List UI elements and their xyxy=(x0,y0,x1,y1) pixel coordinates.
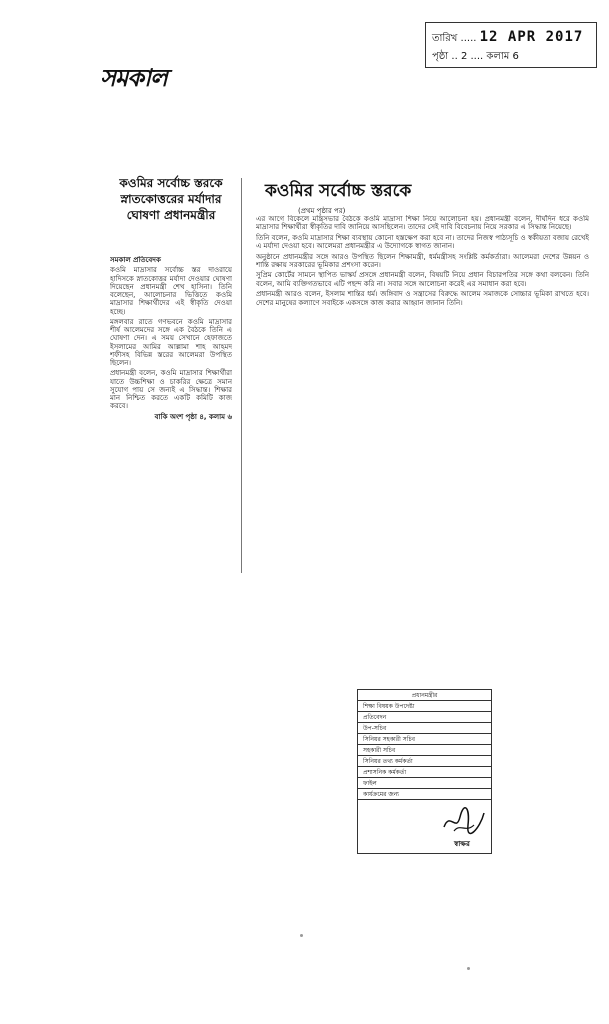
main-article-paragraph: প্রধানমন্ত্রী আরও বলেন, ইসলাম শান্তির ধর্ম। জঙ্গিবাদ ও সন্ত্রাসের বিরুদ্ধে আলেম সমাজকে সোচ্চার ভূমিকা রাখতে হবে। দেশের মানুষের কল্যাণে সবাইকে একসঙ্গে কাজ করার আহ্বান জানান তিনি। xyxy=(256,290,589,307)
filing-row: সিনিয়র তথ্য কর্মকর্তা xyxy=(358,756,491,767)
main-article-body xyxy=(256,215,589,587)
stamp-column-label: কলাম xyxy=(486,51,510,62)
stamp-page-label: পৃষ্ঠা xyxy=(432,51,449,62)
stamp-date-row: তারিখ ..... 12 APR 2017 xyxy=(432,29,584,45)
stamp-date-label: তারিখ xyxy=(432,33,458,44)
left-article-byline: সমকাল প্রতিবেদক xyxy=(110,256,161,264)
left-article-headline: কওমির সর্বোচ্চ স্তরকে স্নাতকোত্তরের মর্যাদার ঘোষণা প্রধানমন্ত্রীর xyxy=(119,176,223,223)
filing-routing-box xyxy=(357,689,492,854)
filing-row: প্রশাসনিক কর্মকর্তা xyxy=(358,767,491,778)
scan-speck xyxy=(467,967,470,970)
filing-row: ফাইল xyxy=(358,778,491,789)
filing-row: শিক্ষা বিষয়ক উপদেষ্টা xyxy=(358,701,491,712)
scan-speck xyxy=(300,934,303,937)
filing-row: প্রধানমন্ত্রীর xyxy=(358,690,491,701)
stamp-page-row: পৃষ্ঠা .. 2 .... কলাম 6 xyxy=(432,51,519,62)
date-stamp xyxy=(425,22,597,68)
left-article-continuation: বাকি অংশ পৃষ্ঠা ৪, কলাম ৬ xyxy=(154,412,232,421)
left-article-body xyxy=(110,256,232,528)
main-article-headline: কওমির সর্বোচ্চ স্তরকে xyxy=(265,181,412,201)
main-article-paragraph: সুপ্রিম কোর্টের সামনে স্থাপিত ভাস্কর্য প্রসঙ্গে প্রধানমন্ত্রী বলেন, বিষয়টি নিয়ে প্রধান বিচারপতির সঙ্গে কথা বলবেন। তিনি বলেন, আমি ব্যক্তিগতভাবে এটি পছন্দ করি না। সবার সঙ্গে আলোচনা করেই এর সমাধান করা হবে। xyxy=(256,271,589,288)
column-divider xyxy=(241,178,242,573)
main-article-paragraph: অনুষ্ঠানে প্রধানমন্ত্রীর সঙ্গে আরও উপস্থিত ছিলেন শিক্ষামন্ত্রী, ধর্মমন্ত্রীসহ সংশ্লিষ্ট কর্মকর্তারা। আলেমরা দেশের উন্নয়ন ও শান্তি রক্ষায় সরকারের ভূমিকার প্রশংসা করেন। xyxy=(256,252,589,269)
filing-row: উপ-সচিব xyxy=(358,723,491,734)
main-article-paragraph: তিনি বলেন, কওমি মাদ্রাসার শিক্ষা ব্যবস্থায় কোনো হস্তক্ষেপ করা হবে না। তাদের নিজস্ব পাঠ্যসূচি ও স্বকীয়তা বজায় রেখেই এ মর্যাদা দেওয়া হবে। আলেমরা প্রধানমন্ত্রীর এ উদ্যোগকে স্বাগত জানান। xyxy=(256,233,589,251)
handwritten-signature-icon xyxy=(440,803,488,837)
newspaper-masthead: সমকাল xyxy=(100,63,167,92)
filing-row: সহকারী সচিব xyxy=(358,745,491,756)
signature-label: স্বাক্ষর xyxy=(454,840,470,848)
left-article-paragraph: প্রধানমন্ত্রী বলেন, কওমি মাদ্রাসার শিক্ষার্থীরা যাতে উচ্চশিক্ষা ও চাকরির ক্ষেত্রে সমান সুযোগ পায় সে জন্যই এ সিদ্ধান্ত। শিক্ষার মান নিশ্চিত করতে একটি কমিটি কাজ করবে। xyxy=(110,369,232,411)
main-article-continued-from: (প্রথম পৃষ্ঠার পর) xyxy=(298,207,346,215)
left-article-paragraph: কওমি মাদ্রাসার সর্বোচ্চ স্তর দাওরায়ে হাদিসকে স্নাতকোত্তর মর্যাদা দেওয়ার ঘোষণা দিয়েছেন প্রধানমন্ত্রী শেখ হাসিনা। তিনি বলেছেন, আলোচনার ভিত্তিতে কওমি মাদ্রাসার শিক্ষার্থীদের এই স্বীকৃতি দেওয়া হচ্ছে। xyxy=(110,266,232,316)
filing-row: সিনিয়র সহকারী সচিব xyxy=(358,734,491,745)
stamp-date-value: 12 APR 2017 xyxy=(479,29,584,45)
stamp-column-value: 6 xyxy=(512,51,519,62)
filing-row: প্রতিবেদন xyxy=(358,712,491,723)
filing-row: কার্যক্রমের জন্য xyxy=(358,789,491,800)
stamp-page-value: 2 xyxy=(460,51,468,62)
left-article-paragraph: মঙ্গলবার রাতে গণভবনে কওমি মাদ্রাসার শীর্ষ আলেমদের সঙ্গে এক বৈঠকে তিনি এ ঘোষণা দেন। এ সময় সেখানে হেফাজতে ইসলামের আমির আল্লামা শাহ আহমদ শফীসহ বিভিন্ন স্তরের আলেমরা উপস্থিত ছিলেন। xyxy=(110,317,232,367)
main-article-paragraph: এর আগে বিকেলে মন্ত্রিসভার বৈঠকে কওমি মাদ্রাসা শিক্ষা নিয়ে আলোচনা হয়। প্রধানমন্ত্রী বলেন, দীর্ঘদিন ধরে কওমি মাদ্রাসার শিক্ষার্থীরা স্বীকৃতির দাবি জানিয়ে আসছিলেন। তাদের সেই দাবি বিবেচনায় নিয়ে সরকার এ সিদ্ধান্ত নিয়েছে। xyxy=(256,215,589,232)
